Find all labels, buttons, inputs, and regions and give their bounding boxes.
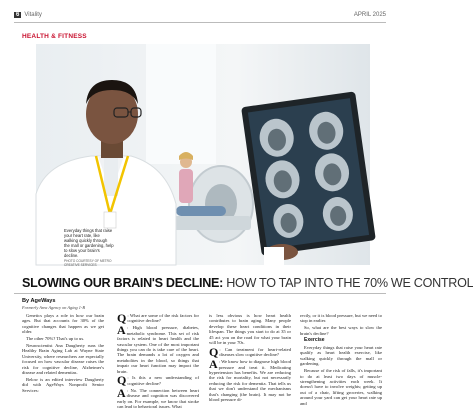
header-rule: [14, 22, 386, 23]
headline-rule: [14, 293, 386, 294]
caption-text: Everyday things that raise your heart rate, like walking quickly through the mall or gardening, help to slow your brain's decline.: [64, 228, 114, 258]
headline: [22, 276, 473, 290]
paragraph: The other 70%? That's up to us.: [26, 336, 85, 342]
question: Q : Can treatment for heart-related diseases slow cognitive decline?: [209, 344, 291, 359]
article-column-1: [22, 313, 104, 395]
drop-cap: Q: [209, 344, 219, 359]
headline-main: SLOWING OUR BRAIN'S DECLINE:: [22, 276, 223, 290]
paragraph: Below is an edited interview Daugherty did with AgeWays Nonprofit Senior Services:: [22, 376, 104, 393]
article-column-2: [117, 311, 199, 409]
question: Q : What are some of the risk factors for cognitive decline?: [117, 311, 199, 325]
drop-cap: A: [117, 385, 126, 400]
paragraph: Everyday things that raise your heart rate qualify as heart health exercise, like walking quickly through the mall or gardening.: [300, 345, 382, 367]
issue-date: APRIL 2025: [353, 12, 386, 18]
paragraph: Because of the risk of falls, it's important to do at least two days of muscle-strengthening activities each week. It doesn't have to involve weights; getting up out of a chair, lifting groceries, walking around your yard can get your heart rate up and: [300, 368, 382, 406]
answer: A : High blood pressure, diabetes, metabolic syndrome. This set of risk factors is related to heart health and the vascular system. One of the most important things you can do is take care of the heart. The brain demands a lot of oxygen and metabolites in the blood, so things that impair our heart function may impact the brain.: [117, 323, 199, 374]
byline: By AgeWays: [22, 298, 56, 304]
paragraph: is less obvious is how heart health contributes to brain aging. Many people develop these heart conditions in their lifespan. The things you start to do at 35 or 45 act you on the road for what your brain will be in your 70s.: [209, 313, 291, 346]
answer: A : We know how to diagnose high blood pressure and treat it. Medicating hypertension has benefits. We are reducing the risk for mortality, but not necessarily reducing the risk for dementia. That tells us that we don't understand the mechanisms that's changing (the brain). It may not be blood pressure di-: [209, 357, 291, 403]
article-column-4: [300, 313, 382, 406]
answer: A : No. The connection between heart disease and cognition was discovered early on. For example, we know that stroke can lead to behavioral issues. What: [117, 385, 199, 409]
headline-secondary: HOW TO TAP INTO THE 70% WE CONTROL: [223, 276, 473, 290]
page-header-bar: [14, 9, 386, 21]
section-label: HEALTH & FITNESS: [22, 33, 87, 40]
section-name: Vitality: [24, 12, 42, 18]
question: Q : Is this a new understanding of cognitive decline?: [117, 373, 199, 388]
byline-note: Formerly Area Agency on Aging 1-B: [22, 305, 85, 310]
paragraph: Genetics plays a role in how our brain ages. But that accounts for 30% of the cognitive changes that happen as we get older.: [22, 313, 104, 335]
subhead-exercise: Exercise: [304, 337, 325, 344]
drop-cap: Q: [117, 311, 127, 325]
paragraph: So, what are the best ways to slow the brain's decline?: [300, 325, 382, 336]
drop-cap: A: [209, 357, 218, 372]
page-number: 6: [16, 12, 20, 18]
photo-caption: [64, 228, 114, 268]
paragraph: rectly, or it is blood pressure, but we need to stop in earlier.: [300, 313, 382, 324]
drop-cap: A: [117, 323, 126, 338]
article-column-3: [209, 313, 291, 403]
paragraph: Neuroscientist Ana Daugherty runs the Healthy Brain Aging Lab at Wayne State University, where researchers are especially focused on how vascular disease raises the risk for cognitive decline, Alzheimer's disease and related dementias.: [22, 343, 104, 376]
drop-cap: Q: [117, 373, 127, 388]
photo-credit: PHOTO COURTESY OF METRO CREATIVE SERVICES: [64, 259, 112, 267]
